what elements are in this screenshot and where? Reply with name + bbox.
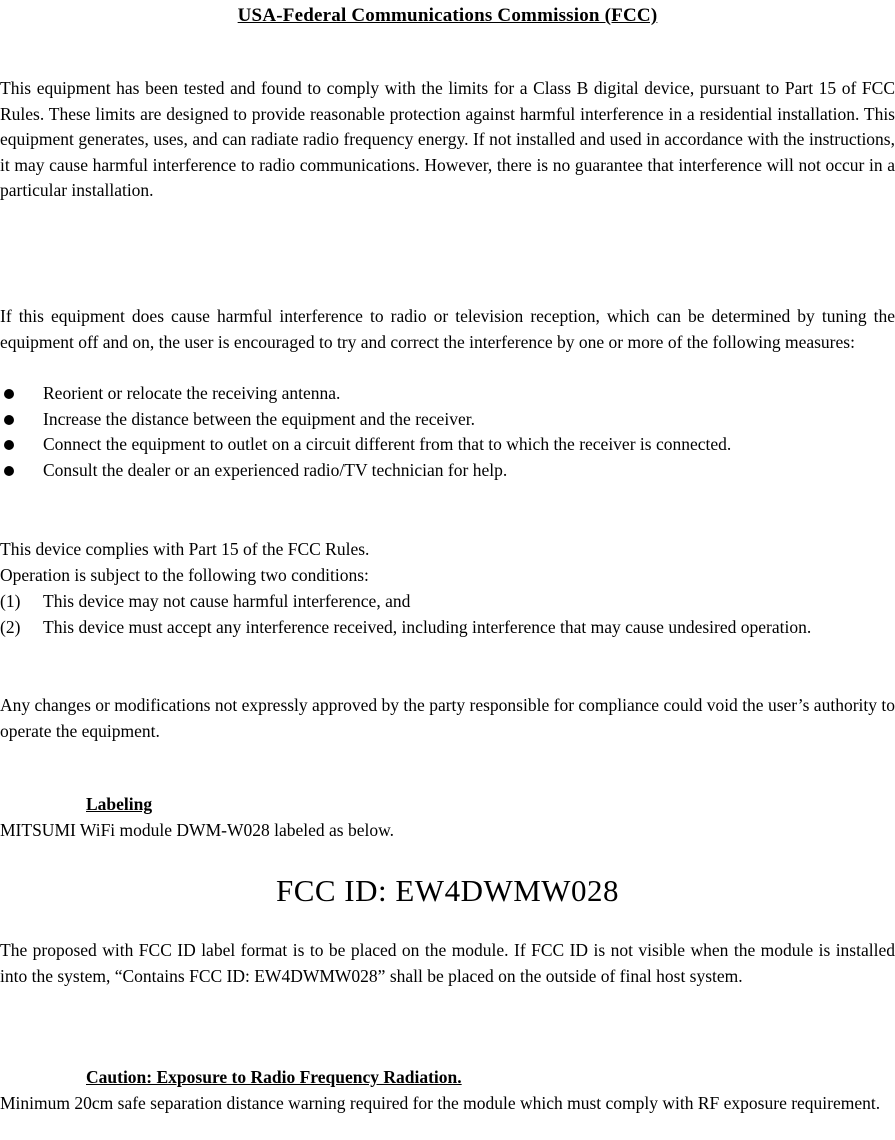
measure-text: Increase the distance between the equipment and the receiver. bbox=[43, 408, 475, 429]
intro-paragraph: This equipment has been tested and found to comply with the limits for a Class B digital device, pursuant to Part 15 of FCC Rules. These limits are designed to provide reasonable protection against harmful interference in a residential installation. This equipment generates, uses, and can radiate radio frequency energy. If not installed and used in accordance with the instructions, it may cause harmful interference to radio communications. However, there is no guarantee that interference will not occur in a particular installation. bbox=[0, 78, 895, 201]
changes-paragraph: Any changes or modifications not expressly approved by the party responsible for compliance could void the user’s authority to operate the equipment. bbox=[0, 695, 895, 741]
fcc-id-label: FCC ID: EW4DWMW028 bbox=[275, 873, 620, 908]
list-item bbox=[0, 432, 895, 458]
labeling-text: MITSUMI WiFi module DWM-W028 labeled as below. bbox=[0, 820, 394, 840]
conditions-intro: Operation is subject to the following two conditions: bbox=[0, 565, 369, 585]
measure-text: Reorient or relocate the receiving antenna. bbox=[43, 383, 341, 403]
compliance-statement: This device complies with Part 15 of the FCC Rules. bbox=[0, 539, 370, 559]
interference-paragraph: If this equipment does cause harmful interference to radio or television reception, which can be determined by tuning the equipment off and on, the user is encouraged to try and correct the interference by one or more of the following measures: bbox=[0, 306, 895, 352]
list-item bbox=[0, 381, 895, 407]
bullet-icon bbox=[4, 440, 14, 450]
measure-text: Connect the equipment to outlet on a circuit different from that to which the receiver is connected. bbox=[43, 434, 732, 455]
list-item bbox=[0, 615, 895, 641]
condition-text: This device must accept any interference received, including interference that may cause undesired operation. bbox=[43, 616, 812, 637]
measure-text: Consult the dealer or an experienced radio/TV technician for help. bbox=[43, 459, 508, 480]
list-item bbox=[0, 407, 895, 433]
labeling-heading: Labeling bbox=[86, 794, 153, 814]
list-item bbox=[0, 589, 895, 615]
list-item bbox=[0, 458, 895, 484]
bullet-icon bbox=[4, 415, 14, 425]
bullet-icon bbox=[4, 389, 14, 399]
measures-list bbox=[0, 381, 895, 483]
caution-text: Minimum 20cm safe separation distance warning required for the module which must comply with RF exposure requirement. bbox=[0, 1093, 881, 1113]
condition-number: (2) bbox=[0, 616, 21, 637]
conditions-list bbox=[0, 589, 895, 640]
bullet-icon bbox=[4, 466, 14, 476]
caution-heading: Caution: Exposure to Radio Frequency Radiation. bbox=[86, 1067, 462, 1087]
page-title: USA-Federal Communications Commission (FCC) bbox=[237, 5, 658, 26]
label-placement-paragraph: The proposed with FCC ID label format is to be placed on the module. If FCC ID is not visible when the module is installed into the system, “Contains FCC ID: EW4DWMW028” shall be placed on the outside of final host system. bbox=[0, 940, 895, 986]
condition-number: (1) bbox=[0, 591, 21, 611]
condition-text: This device may not cause harmful interference, and bbox=[43, 591, 411, 611]
